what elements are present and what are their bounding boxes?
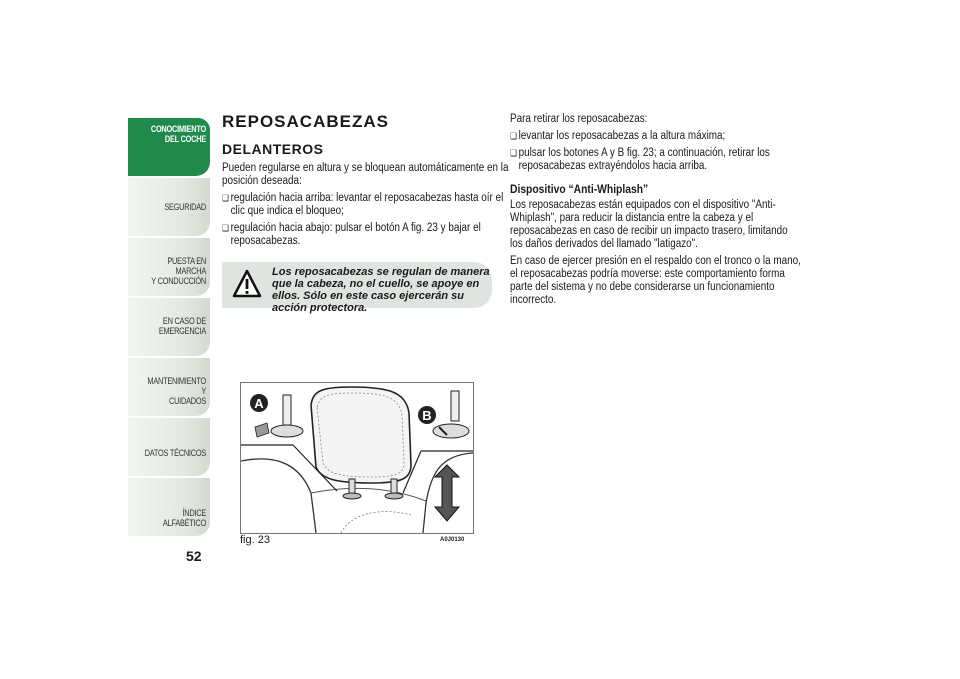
paragraph: Los reposacabezas están equipados con el dispositivo "Anti-Whiplash", para reducir la distancia entre la cabeza y el reposacabezas en caso de recibir un impacto trasero, limitando los daños derivados del llamado "latigazo". xyxy=(510,199,788,250)
tab-label: MANTENIMIENTO Y CUIDADOS xyxy=(147,376,206,406)
tab-datos-tecnicos[interactable] xyxy=(128,418,210,476)
tab-en-caso-de-emergencia[interactable] xyxy=(128,298,210,356)
headrest-illustration xyxy=(241,383,473,533)
headrest-figure xyxy=(240,382,474,534)
tab-label: DATOS TÉCNICOS xyxy=(144,448,206,458)
tab-conocimiento-del-coche[interactable] xyxy=(128,118,210,176)
figure-code: A0J0130 xyxy=(440,537,465,543)
tab-label: CONOCIMIENTO DEL COCHE xyxy=(150,124,206,144)
tab-indice-alfabetico[interactable] xyxy=(128,478,210,536)
section-subtitle: DELANTEROS xyxy=(222,141,324,157)
anti-whiplash-heading: Dispositivo “Anti-Whiplash” xyxy=(510,182,649,196)
intro-text: Pueden regularse en altura y se bloquean automáticamente en la posición deseada: xyxy=(222,162,509,187)
warning-triangle-icon xyxy=(232,269,262,299)
left-body xyxy=(222,162,512,252)
warning-box xyxy=(222,262,492,314)
figure-caption: fig. 23 xyxy=(240,534,270,546)
intro-text: Para retirar los reposacabezas: xyxy=(510,113,648,125)
tab-label: ÍNDICE ALFABÉTICO xyxy=(162,508,206,528)
bullet-item: ❏ pulsar los botones A y B fig. 23; a continuación, retirar los reposacabezas extrayéndolos hacia arriba. xyxy=(510,147,802,173)
label-b: B xyxy=(422,408,432,423)
tab-label: SEGURIDAD xyxy=(164,202,206,212)
bullet-item: ❏ regulación hacia abajo: pulsar el botón A fig. 23 y bajar el reposacabezas. xyxy=(222,222,514,248)
warning-text: Los reposacabezas se regulan de manera que la cabeza, no el cuello, se apoye en ellos. Sólo en este caso ejercerán su acción protectora. xyxy=(272,266,490,314)
label-a: A xyxy=(254,396,264,411)
tab-puesta-en-marcha[interactable] xyxy=(128,238,210,296)
tab-seguridad[interactable] xyxy=(128,178,210,236)
paragraph: En caso de ejercer presión en el respaldo con el tronco o la mano, el reposacabezas podría moverse: este comportamiento forma parte del sistema y no debe considerarse un funcionamiento incorrecto. xyxy=(510,255,801,306)
bullet-item: ❏ levantar los reposacabezas a la altura máxima; xyxy=(510,130,802,143)
up-down-arrow-icon xyxy=(435,465,459,521)
section-title: REPOSACABEZAS xyxy=(222,112,389,131)
page-number: 52 xyxy=(186,548,202,564)
tab-label: PUESTA EN MARCHA Y CONDUCCIÓN xyxy=(151,256,206,286)
tab-label: EN CASO DE EMERGENCIA xyxy=(158,316,206,336)
tab-mantenimiento[interactable] xyxy=(128,358,210,416)
bullet-item: ❏ regulación hacia arriba: levantar el reposacabezas hasta oír el clic que indica el bloqueo; xyxy=(222,192,514,218)
right-body xyxy=(510,113,800,311)
